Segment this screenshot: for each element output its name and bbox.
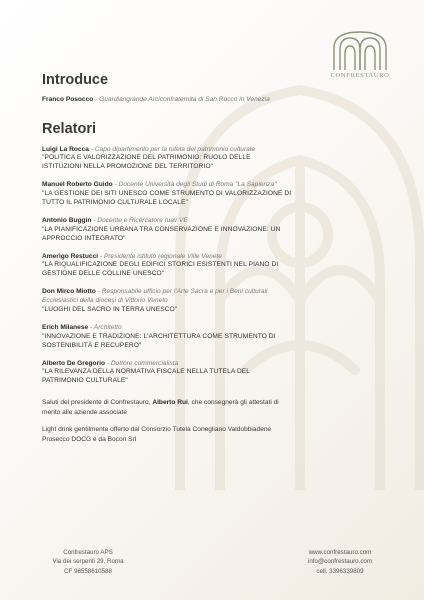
light-drink-note: Light drink gentilmente offerto dal Consorzio Tutela Conegliano Valdobbiadene Prosecco DOCG e da Bocon Srl [42, 426, 272, 443]
speaker-entry [42, 288, 292, 315]
speaker-name: Don Mirco Miotto [42, 288, 96, 296]
footer-street: Via dei serpenti 29, Roma [52, 558, 124, 566]
speaker-name: Manuel Roberto Guido [42, 181, 113, 189]
closing-text-start: Saluti del presidente di Confrestauro, [42, 399, 153, 407]
talk-title: "POLITICA E VALORIZZAZIONE DEL PATRIMONIO: RUOLO DELLE ISTITUZIONI NELLA PROMOZIONE DEL TERRITORIO" [42, 154, 251, 171]
speaker-role-continued: Ecclesiastici della diocesi di Vittorio Veneto [42, 297, 168, 305]
talk-title: "INNOVAZIONE E TRADIZIONE: L'ARCHITETTURA COME STRUMENTO DI SOSTENIBILITÀ E RECUPERO" [42, 332, 276, 349]
speaker-name: Amerigo Restucci [42, 252, 99, 260]
speaker-entry [42, 324, 292, 351]
footer-phone: cell. 3396339809 [316, 567, 364, 575]
speaker-entry [42, 253, 292, 280]
footer-cf: CF 96558610588 [64, 567, 112, 575]
introducer-line [42, 96, 292, 105]
footer-org: Confrestauro APS [63, 549, 113, 556]
talk-title: "LA RIQUALIFICAZIONE DEGLI EDIFICI STORICI ESISTENTI NEL PIANO DI GESTIONE DELLE COLLINE UNESCO" [42, 261, 279, 278]
speaker-role: - Architetto [88, 323, 122, 331]
speaker-entry [42, 181, 292, 208]
footer-address [48, 548, 128, 576]
talk-title: "LA RILEVANZA DELLA NORMATIVA FISCALE NELLA TUTELA DEL PATRIMONIO CULTURALE" [42, 368, 250, 385]
speaker-entry [42, 217, 292, 244]
footer-email-link[interactable]: info@confrestauro.com [307, 558, 373, 566]
talk-title: "LA GESTIONE DEI SITI UNESCO COME STRUMENTO DI VALORIZZAZIONE DI TUTTO IL PATRIMONIO CULTURALE LOCALE" [42, 190, 292, 207]
speaker-role: - Docente e Ricercatore Iuav VE [91, 216, 188, 224]
speaker-name: Luigi La Rocca [42, 145, 89, 153]
speaker-name: Alberto De Gregorio [42, 359, 106, 367]
relatori-heading: Relatori [42, 120, 96, 137]
talk-title: "LA PIANIFICAZIONE URBANA TRA CONSERVAZIONE E INNOVAZIONE: UN APPROCCIO INTEGRATO" [42, 225, 281, 242]
speaker-name: Erich Milanese [42, 323, 89, 331]
introducer-name: Franco Posocco [42, 96, 94, 103]
footer-website-link[interactable]: www.confrestauro.com [308, 549, 372, 556]
speaker-role: - Dottore commercialista [105, 359, 179, 367]
president-name: Alberto Rui [152, 399, 188, 407]
closing-remarks [42, 398, 292, 418]
speaker-role: - Capo dipartimento per la tutela del patrimonio culturale [88, 145, 255, 153]
program-content [42, 70, 292, 445]
speaker-role: - Docente Università degli Studi di Roma "La Sapienza" [112, 181, 277, 189]
introducer-role: - Guardiangrande Arciconfraternita di San Rocco in Venezia [93, 96, 270, 103]
logo-wordmark: CONFRESTAURO [330, 72, 390, 79]
confrestauro-arch-logo-icon [330, 30, 390, 70]
speaker-entry [42, 360, 292, 387]
introduce-heading: Introduce [42, 72, 109, 88]
speaker-role: - Presidente istituto regionale Ville Venete [98, 252, 222, 260]
confrestauro-logo [324, 30, 396, 86]
footer-contacts [300, 548, 380, 576]
speaker-entry [42, 146, 292, 173]
speaker-name: Antonio Buggin [42, 216, 92, 224]
talk-title: "LUOGHI DEL SACRO IN TERRA UNESCO" [42, 306, 178, 314]
speaker-role: - Responsabile ufficio per l'Arte Sacra e per i Beni culturali [95, 288, 268, 296]
closing-text-end: , che consegnerà gli attestati di merito alle aziende associate [42, 399, 279, 417]
